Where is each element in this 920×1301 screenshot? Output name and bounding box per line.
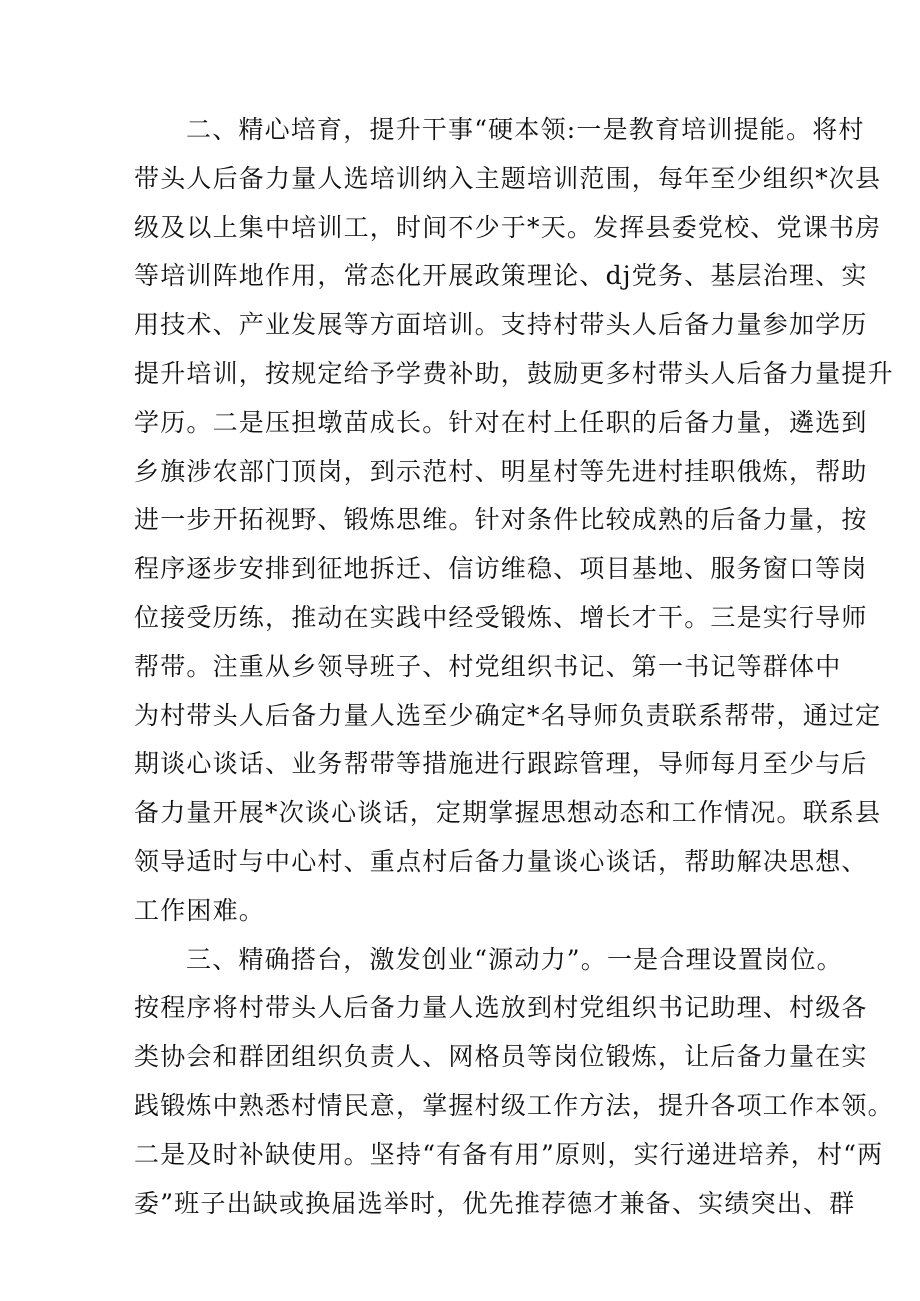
document-body [134, 106, 894, 1228]
text-line: 二、精心培育，提升干事“硬本领:一是教育培训提能。将村 [186, 115, 865, 144]
text-line: 帮带。注重从乡领导班子、村党组织书记、第一书记等群体中 [134, 651, 842, 681]
text-line: 程序逐步安排到征地拆迁、信访维稳、项目基地、服务窗口等岗 [134, 554, 868, 584]
text-line: 备力量开展*次谈心谈话，定期掌握思想动态和工作情况。联系县 [134, 798, 882, 828]
text-line: 带头人后备力量人选培训纳入主题培训范围，每年至少组织*次县 [134, 163, 882, 193]
text-line: 为村带头人后备力量人选至少确定*名导师负责联系帮带，通过定 [134, 700, 882, 730]
text-line: 二是及时补缺使用。坚持“有备有用”原则，实行递进培养，村“两 [134, 1139, 884, 1169]
text-line: 等培训阵地作用，常态化开展政策理论、dj党务、基层治理、实 [134, 261, 868, 291]
text-line: 用技术、产业发展等方面培训。支持村带头人后备力量参加学历 [134, 310, 868, 340]
text-line: 乡旗涉农部门顶岗，到示范村、明星村等先进村挂职俄炼，帮助 [134, 456, 868, 486]
text-line: 位接受历练，推动在实践中经受锻炼、增长才干。三是实行导师 [134, 602, 868, 632]
text-line: 期谈心谈话、业务帮带等措施进行跟踪管理，导师每月至少与后 [134, 749, 868, 779]
paragraph-2 [134, 106, 894, 936]
text-line: 委”班子出缺或换届选举时，优先推荐德才兼备、实绩突出、群 [134, 1188, 856, 1218]
text-line: 提升培训，按规定给予学费补助，鼓励更多村带头人后备力量提升 [134, 358, 894, 388]
text-line: 工作困难。 [134, 895, 266, 925]
text-line: 领导适时与中心村、重点村后备力量谈心谈话，帮助解决思想、 [134, 846, 868, 876]
text-line: 按程序将村带头人后备力量人选放到村党组织书记助理、村级各 [134, 993, 868, 1023]
text-line: 学历。二是压担墩苗成长。针对在村上任职的后备力量，遴选到 [134, 407, 868, 437]
text-line: 类协会和群团组织负责人、网格员等岗位锻炼，让后备力量在实 [134, 1042, 868, 1072]
text-line: 进一步开拓视野、锻炼思维。针对条件比较成熟的后备力量，按 [134, 505, 868, 535]
text-line: 三、精确搭台，激发创业“源动力”。一是合理设置岗位。 [186, 944, 843, 974]
paragraph-3 [134, 936, 894, 1229]
text-line: 级及以上集中培训工，时间不少于*天。发挥县委党校、党课书房 [134, 212, 882, 242]
text-line: 践锻炼中熟悉村情民意，掌握村级工作方法，提升各项工作本领。 [134, 1090, 894, 1120]
